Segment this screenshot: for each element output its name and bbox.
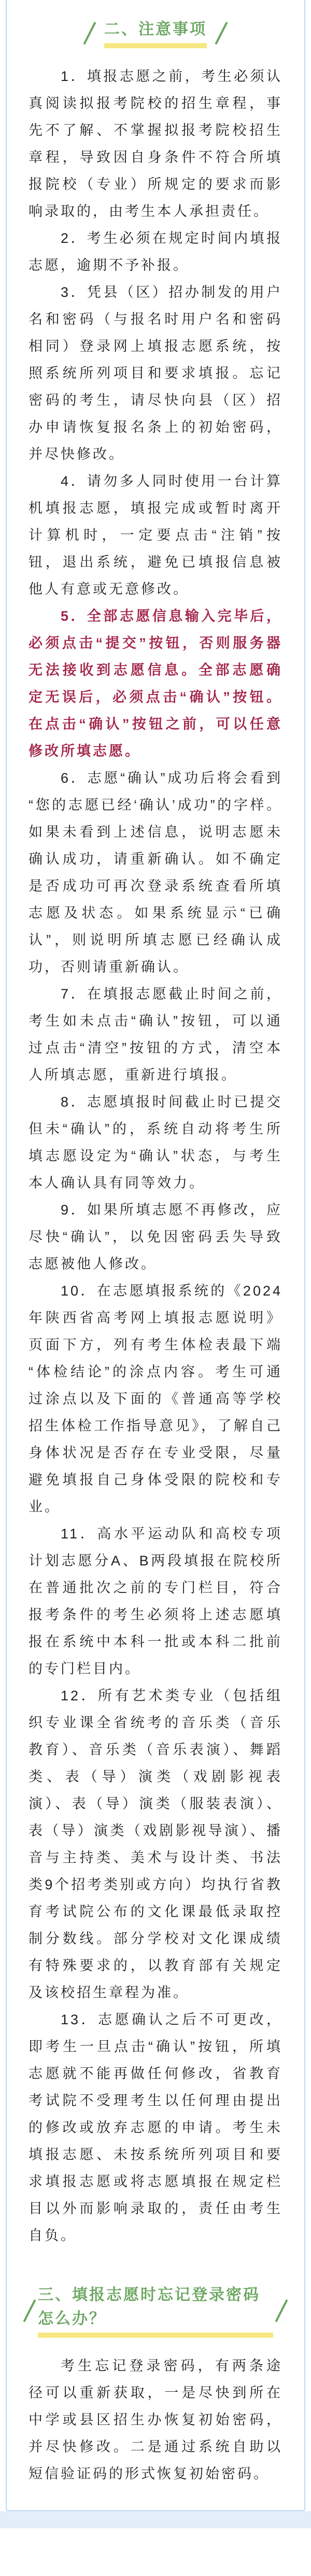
notice-paragraph-emphasis: 5．全部志愿信息输入完毕后，必须点击“提交”按钮，否则服务器无法接收到志愿信息。全部志愿确定无误后，必须点击“确认”按钮。在点击“确认”按钮之前，可以任意修改所填志愿。: [29, 608, 282, 759]
bottom-strip: [0, 2511, 311, 2528]
notice-paragraph: 11．高水平运动队和高校专项计划志愿分A、B两段填报在院校所在普通批次之前的专门栏目，符合报考条件的考生必须将上述志愿填报在系统中本科一批或本科二批前的专门栏目内。: [29, 1526, 282, 1677]
slash-icon: [215, 21, 228, 45]
section-3-title-wrap: [38, 2283, 273, 2338]
section-3-title: 三、填报志愿时忘记登录密码怎么办？: [38, 2286, 260, 2327]
section-2-title-wrap: [104, 18, 207, 48]
section-2-body: [29, 63, 282, 2249]
yellow-underline: [104, 43, 207, 48]
notice-paragraph: 10．在志愿填报系统的《2024年陕西省高考网上填报志愿说明》页面下方，列有考生体检表最下端“体检结论”的涂点内容。考生可通过涂点以及下面的《普通高等学校招生体检工作指导意见》，了解自己身体状况是否存在专业受限，尽量避免填报自己身体受限的院校和专业。: [29, 1283, 282, 1515]
section-3-header: [29, 2283, 282, 2338]
notice-paragraph: 1．填报志愿之前，考生必须认真阅读拟报考院校的招生章程，事先不了解、不掌握拟报考院校招生章程，导致因自身条件不符合所填报院校（专业）所规定的要求而影响录取的，由考生本人承担责任。: [29, 69, 282, 219]
notice-paragraph: 3．凭县（区）招办制发的用户名和密码（与报名时用户名和密码相同）登录网上填报志愿系统，按照系统所列项目和要求填报。忘记密码的考生，请尽快向县（区）招办申请恢复报名条上的初始密码，并尽快修改。: [29, 284, 282, 462]
slash-icon: [83, 21, 96, 45]
content-card: [6, 0, 305, 2511]
notice-paragraph: 13．志愿确认之后不可更改，即考生一旦点击“确认”按钮，所填志愿就不能再做任何修改，省教育考试院不受理考生以任何理由提出的修改或放弃志愿的申请。考生未填报志愿、未按系统所列项目和要求填报志愿或将志愿填报在规定栏目以外而影响录取的，责任由考生自负。: [29, 2012, 282, 2243]
notice-paragraph: 6．志愿“确认”成功后将会看到“您的志愿已经‘确认’成功”的字样。如果未看到上述信息，说明志愿未确认成功，请重新确认。如不确定是否成功可再次登录系统查看所填志愿及状态。如果系统显示“已确认”，则说明所填志愿已经确认成功，否则请重新确认。: [29, 770, 282, 975]
notice-paragraph: 2．考生必须在规定时间内填报志愿，逾期不予补报。: [29, 230, 282, 273]
notice-paragraph: 7．在填报志愿截止时间之前，考生如未点击“确认”按钮，可以通过点击“清空”按钮的方式，清空本人所填志愿，重新进行填报。: [29, 986, 282, 1083]
notice-paragraph: 12．所有艺术类专业（包括组织专业课全省统考的音乐类（音乐教育）、音乐类（音乐表演）、舞蹈类、表（导）演类（戏剧影视表演）、表（导）演类（服装表演）、表（导）演类（戏剧影视导演）、播音与主持类、美术与设计类、书法类9个招考类别或方向）均执行省教育考试院公布的文化课最低录取控制分数线。部分学校对文化课成绩有特殊要求的，以教育部有关规定及该校招生章程为准。: [29, 1688, 282, 2000]
section-2-header: [29, 18, 282, 48]
slash-icon: [275, 2299, 288, 2322]
notice-paragraph: 考生忘记登录密码，有两条途径可以重新获取，一是尽快到所在中学或县区招生办恢复初始密码，并尽快修改。二是通过系统自助以短信验证码的形式恢复初始密码。: [29, 2358, 282, 2482]
section-2-title: 二、注意事项: [104, 21, 207, 38]
yellow-underline: [38, 2333, 273, 2338]
slash-icon: [23, 2299, 36, 2322]
notice-paragraph: 9．如果所填志愿不再修改，应尽快“确认”，以免因密码丢失导致志愿被他人修改。: [29, 1202, 282, 1272]
section-3-body: [29, 2352, 282, 2487]
notice-paragraph: 4．请勿多人同时使用一台计算机填报志愿，填报完成或暂时离开计算机时，一定要点击“注销”按钮，退出系统，避免已填报信息被他人有意或无意修改。: [29, 473, 282, 597]
notice-paragraph: 8．志愿填报时间截止时已提交但未“确认”的，系统自动将考生所填志愿设定为“确认”状态，与考生本人确认具有同等效力。: [29, 1094, 282, 1191]
